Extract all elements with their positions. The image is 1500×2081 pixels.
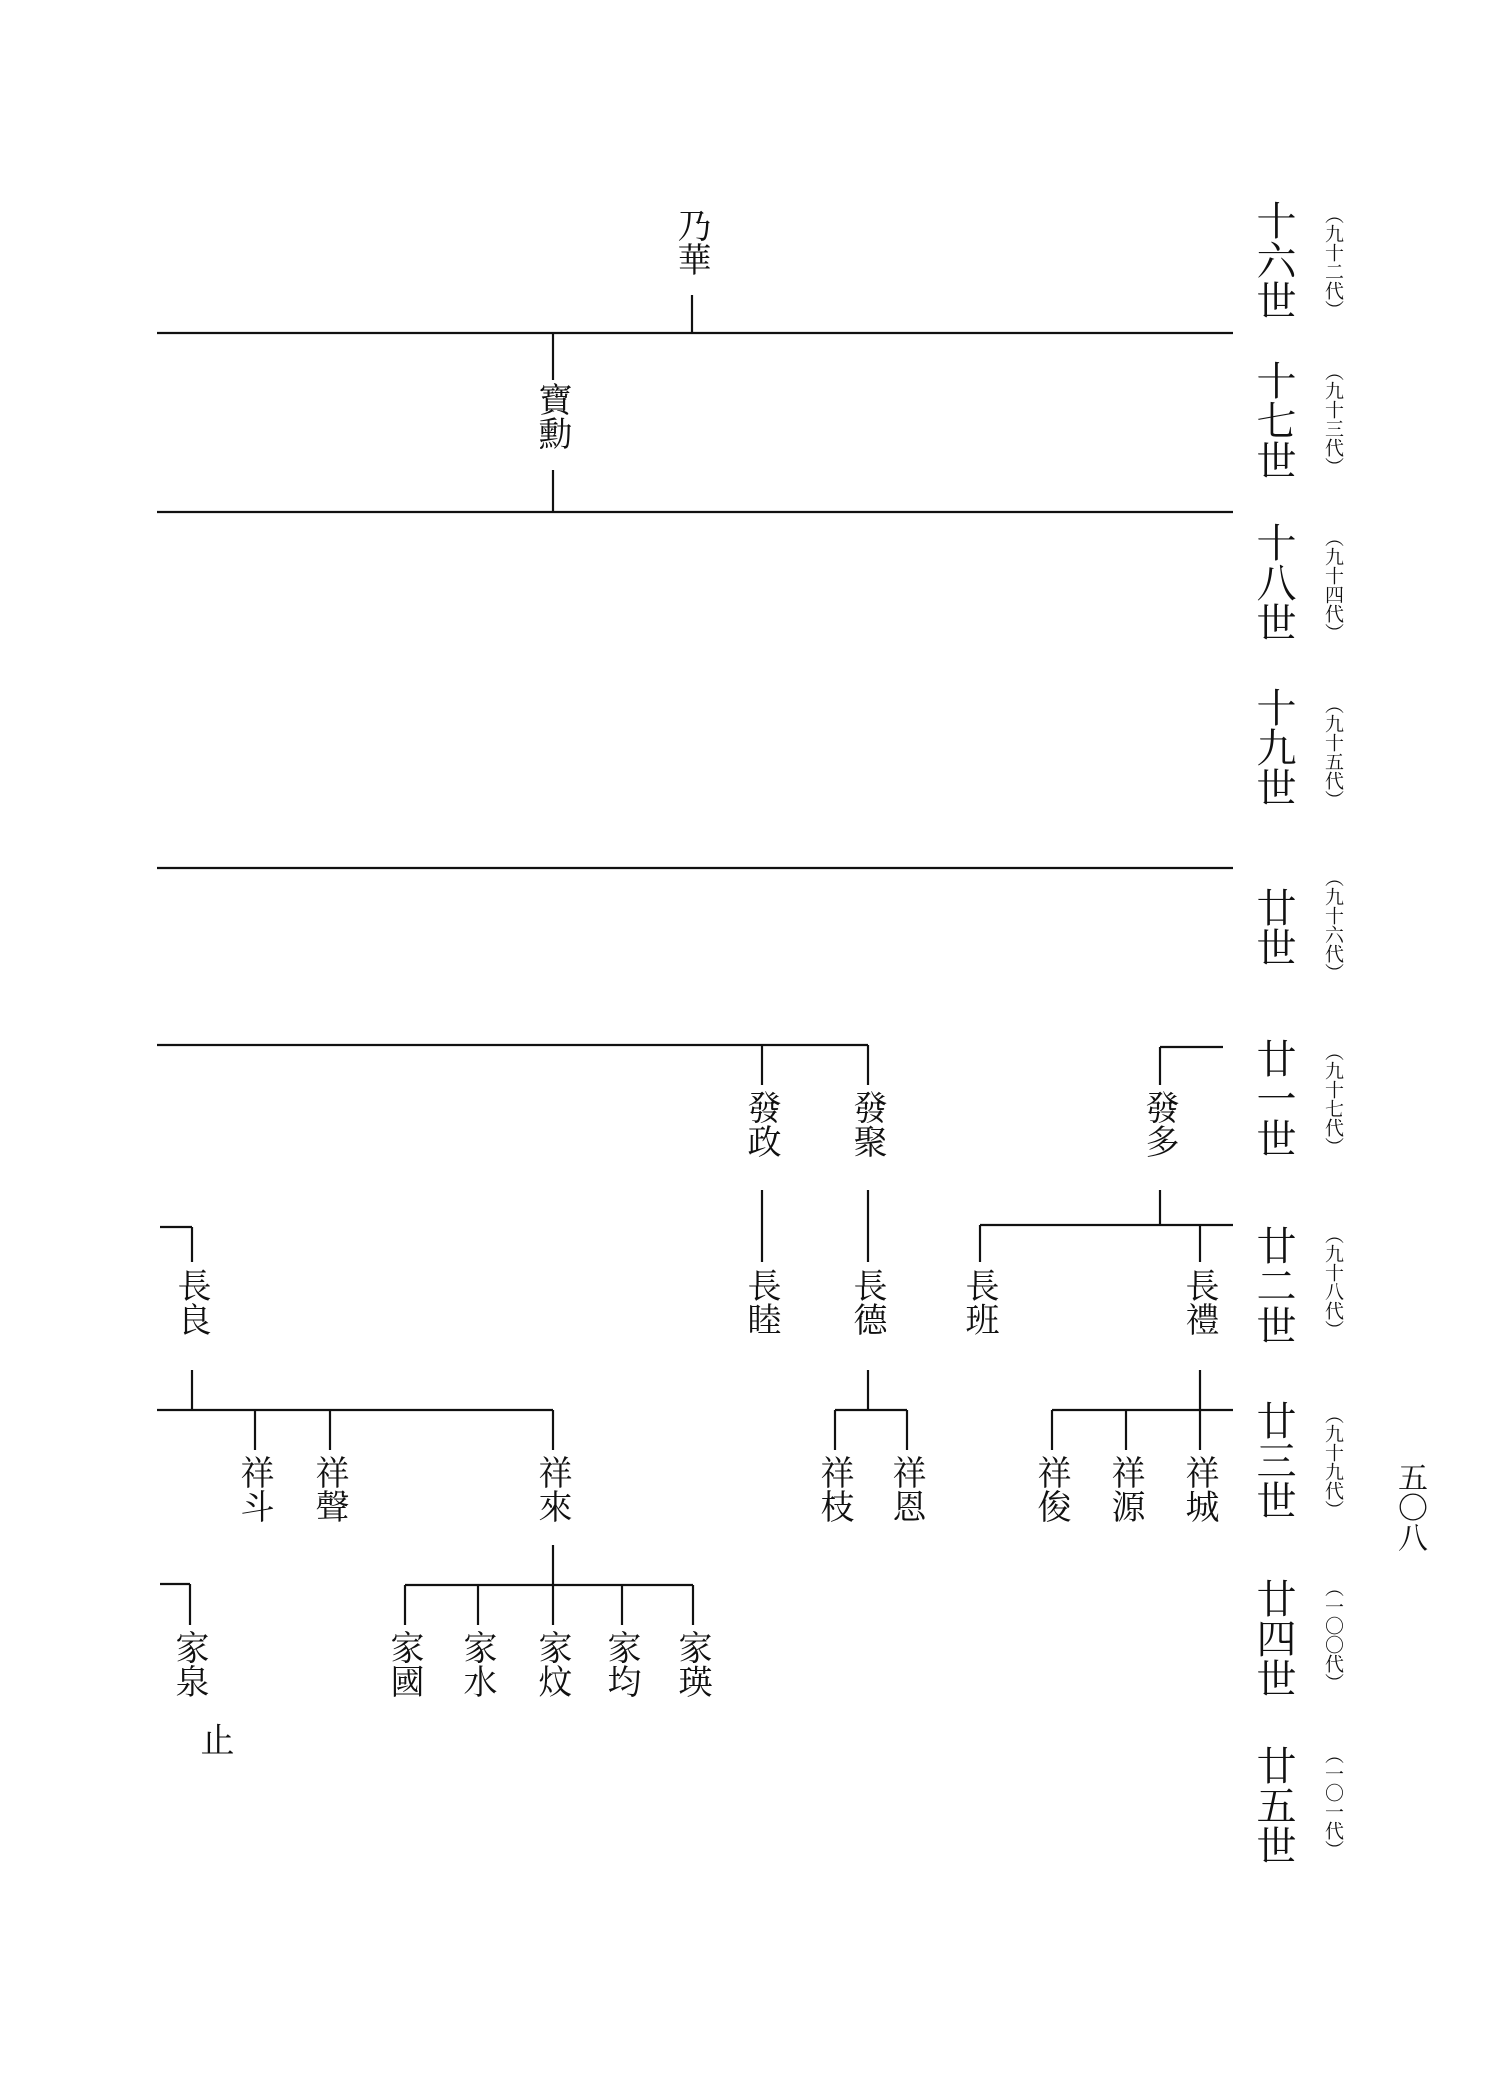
generation-label-24: 廿四世: [1250, 1578, 1296, 1698]
person-xiangcheng: 祥城: [1179, 1455, 1219, 1523]
generation-label-20: 廿世: [1250, 887, 1296, 967]
generation-label-17: 十七世: [1250, 360, 1296, 480]
page-number: 五〇八: [1392, 1462, 1427, 1552]
person-xiangsheng: 祥聲: [309, 1455, 349, 1523]
person-jiawen: 家炆: [532, 1630, 572, 1698]
person-faduo: 發多: [1139, 1090, 1179, 1158]
person-naihua: 乃華: [671, 208, 711, 276]
person-xiangjun: 祥俊: [1031, 1455, 1071, 1523]
person-xiangyuan: 祥源: [1105, 1455, 1145, 1523]
generation-label-21: 廿一世: [1250, 1038, 1296, 1158]
generation-note-16: （九十二代）: [1322, 205, 1344, 319]
person-xianglai: 祥來: [532, 1455, 572, 1523]
generation-label-19: 十九世: [1250, 687, 1296, 807]
person-changli: 長禮: [1179, 1268, 1219, 1336]
person-faju: 發聚: [847, 1090, 887, 1158]
generation-label-25: 廿五世: [1250, 1745, 1296, 1865]
person-jiaquan: 家泉: [169, 1630, 209, 1698]
person-jiaguo: 家國: [384, 1630, 424, 1698]
generation-label-18: 十八世: [1250, 522, 1296, 642]
generation-note-17: （九十三代）: [1322, 362, 1344, 476]
person-changmu: 長睦: [741, 1268, 781, 1336]
generation-label-22: 廿二世: [1250, 1225, 1296, 1345]
person-baoxun: 寶勳: [532, 382, 572, 450]
generation-note-25: （一〇一代）: [1322, 1745, 1344, 1859]
person-changliang: 長良: [171, 1268, 211, 1336]
generation-note-24: （一〇〇代）: [1322, 1578, 1344, 1692]
generation-label-23: 廿三世: [1250, 1400, 1296, 1520]
person-jiashui: 家水: [457, 1630, 497, 1698]
person-xiangdou: 祥斗: [234, 1455, 274, 1523]
person-xiangen: 祥恩: [886, 1455, 926, 1523]
person-changban: 長班: [959, 1268, 999, 1336]
generation-note-22: （九十八代）: [1322, 1225, 1344, 1339]
person-jiajun: 家均: [601, 1630, 641, 1698]
generation-note-20: （九十六代）: [1322, 868, 1344, 982]
generation-label-16: 十六世: [1250, 200, 1296, 320]
person-xiangzhi: 祥枝: [814, 1455, 854, 1523]
generation-note-23: （九十九代）: [1322, 1405, 1344, 1519]
person-fazheng: 發政: [741, 1090, 781, 1158]
person-changde: 長德: [847, 1268, 887, 1336]
person-jiaying: 家瑛: [672, 1630, 712, 1698]
generation-note-21: （九十七代）: [1322, 1042, 1344, 1156]
generation-note-19: （九十五代）: [1322, 695, 1344, 809]
end-mark: 止: [194, 1722, 234, 1756]
generation-note-18: （九十四代）: [1322, 528, 1344, 642]
